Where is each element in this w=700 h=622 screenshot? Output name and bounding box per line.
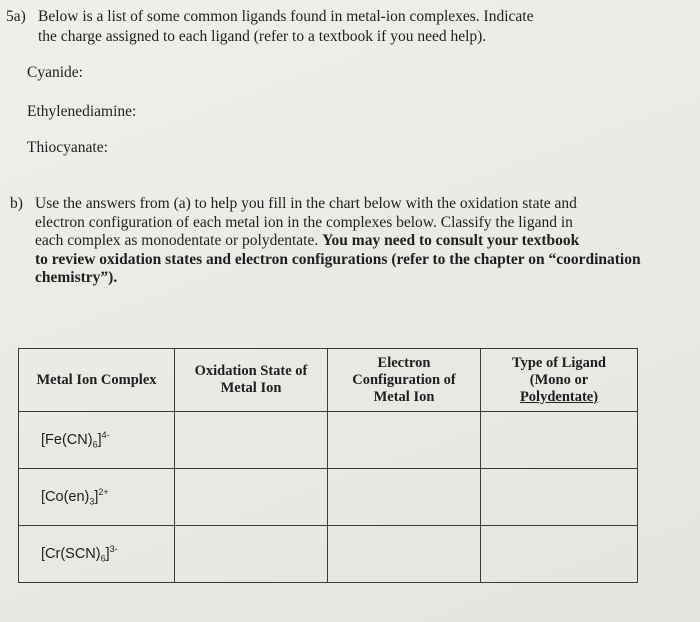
table-row: [19, 469, 638, 526]
ligand-type-input-cr[interactable]: [481, 526, 638, 583]
complex-chart-table: [18, 348, 638, 583]
header-type-of-ligand: Type of Ligand (Mono or Polydentate): [481, 349, 638, 412]
oxidation-state-input-cr[interactable]: [175, 526, 328, 583]
question-5b-line-3-bold: You may need to consult your textbook: [322, 232, 580, 249]
question-5b-line-3: each complex as monodentate or polydentate.: [35, 232, 323, 249]
electron-config-input-cr[interactable]: [328, 526, 481, 583]
ligand-type-input-fe[interactable]: [481, 412, 638, 469]
question-5b-number: b): [10, 195, 23, 212]
ligand-thiocyanate-label: Thiocyanate:: [27, 139, 108, 156]
question-5a-line-1: Below is a list of some common ligands found in metal-ion complexes. Indicate: [38, 8, 534, 25]
question-5a-line-2: the charge assigned to each ligand (refer to a textbook if you need help).: [38, 28, 487, 45]
table-row: [19, 412, 638, 469]
question-5a-number: 5a): [6, 8, 26, 25]
question-5b-line-1: Use the answers from (a) to help you fill in the chart below with the oxidation state and: [35, 195, 577, 212]
header-oxidation-state: Oxidation State of Metal Ion: [175, 349, 328, 412]
question-5b-line-4: to review oxidation states and electron configurations (refer to the chapter on “coordination: [35, 250, 641, 268]
oxidation-state-input-co[interactable]: [175, 469, 328, 526]
oxidation-state-input-fe[interactable]: [175, 412, 328, 469]
electron-config-input-fe[interactable]: [328, 412, 481, 469]
electron-config-input-co[interactable]: [328, 469, 481, 526]
table-row: [19, 526, 638, 583]
complex-fe-cn6: $[Fe(CN)_6]^{4-}$: [19, 412, 175, 469]
header-metal-ion-complex: Metal Ion Complex: [19, 349, 175, 412]
ligand-ethylenediamine-label: Ethylenediamine:: [27, 103, 137, 120]
question-5b-prompt: [10, 195, 695, 288]
table-header-row: [19, 349, 638, 412]
ligand-type-input-co[interactable]: [481, 469, 638, 526]
complex-cr-scn6: $[Cr(SCN)_6]^{3-}$: [19, 526, 175, 583]
question-5a-prompt: [6, 7, 606, 47]
complex-co-en3: $[Co(en)_3]^{2+}$: [19, 469, 175, 526]
question-5b-line-5: chemistry”).: [35, 269, 118, 286]
header-electron-configuration: Electron Configuration of Metal Ion: [328, 349, 481, 412]
question-5b-line-2: electron configuration of each metal ion in the complexes below. Classify the ligand in: [35, 213, 573, 231]
ligand-cyanide-label: Cyanide:: [27, 64, 83, 81]
